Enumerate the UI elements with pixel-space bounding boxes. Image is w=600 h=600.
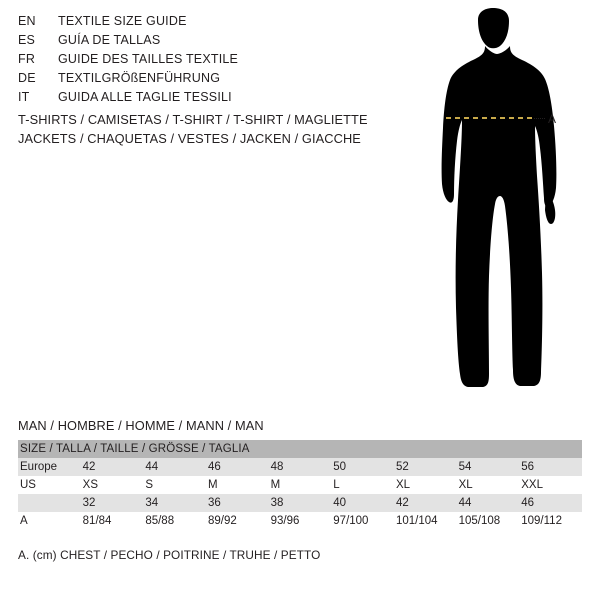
cell: XS [81,476,144,494]
cell: 48 [269,458,332,476]
cell: 52 [394,458,457,476]
cell: 32 [81,494,144,512]
cell: 85/88 [143,512,206,530]
cell: 44 [457,494,520,512]
footnote-chest: A. (cm) CHEST / PECHO / POITRINE / TRUHE / PETTO [18,548,321,562]
cell: 93/96 [269,512,332,530]
cell: 105/108 [457,512,520,530]
cell: 101/104 [394,512,457,530]
language-code: EN [18,14,36,28]
cell: 42 [81,458,144,476]
row-label: Europe [18,458,81,476]
language-text: TEXTILGRÖßENFÜHRUNG [58,71,221,85]
cell: 54 [457,458,520,476]
table-header-label: SIZE / TALLA / TAILLE / GRÖSSE / TAGLIA [18,440,582,458]
language-text: GUIDA ALLE TAGLIE TESSILI [58,90,232,104]
cell: 40 [331,494,394,512]
cell: XXL [519,476,582,494]
language-list [18,14,388,109]
language-code: ES [18,33,36,47]
cell: 42 [394,494,457,512]
cell: 50 [331,458,394,476]
cell: 36 [206,494,269,512]
language-row [18,71,388,90]
language-code: IT [18,90,30,104]
male-silhouette-icon [400,8,600,408]
category-list [18,110,398,148]
language-text: GUÍA DE TALLAS [58,33,161,47]
language-row [18,33,388,52]
table-row [18,512,582,530]
language-row [18,14,388,33]
section-title-man: MAN / HOMBRE / HOMME / MANN / MAN [18,418,264,433]
cell: M [206,476,269,494]
row-label [18,494,81,512]
language-text: GUIDE DES TAILLES TEXTILE [58,52,239,66]
cell: 89/92 [206,512,269,530]
language-text: TEXTILE SIZE GUIDE [58,14,187,28]
cell: 81/84 [81,512,144,530]
cell: 109/112 [519,512,582,530]
measure-label-a: A [548,112,557,126]
cell: 56 [519,458,582,476]
language-code: FR [18,52,36,66]
cell: 97/100 [331,512,394,530]
size-table [18,440,582,530]
male-figure [400,8,600,408]
row-label: A [18,512,81,530]
cell: 46 [206,458,269,476]
cell: 34 [143,494,206,512]
cell: 44 [143,458,206,476]
table-row-header [18,440,582,458]
language-code: DE [18,71,36,85]
cell: L [331,476,394,494]
row-label: US [18,476,81,494]
category-tshirts: T-SHIRTS / CAMISETAS / T-SHIRT / T-SHIRT / MAGLIETTE [18,112,368,127]
cell: XL [394,476,457,494]
language-row [18,90,388,109]
cell: 46 [519,494,582,512]
cell: XL [457,476,520,494]
cell: 38 [269,494,332,512]
table-row [18,494,582,512]
cell: S [143,476,206,494]
cell: M [269,476,332,494]
language-row [18,52,388,71]
table-row [18,476,582,494]
category-jackets: JACKETS / CHAQUETAS / VESTES / JACKEN / GIACCHE [18,131,361,146]
table-row [18,458,582,476]
measure-leader-line [534,118,545,119]
